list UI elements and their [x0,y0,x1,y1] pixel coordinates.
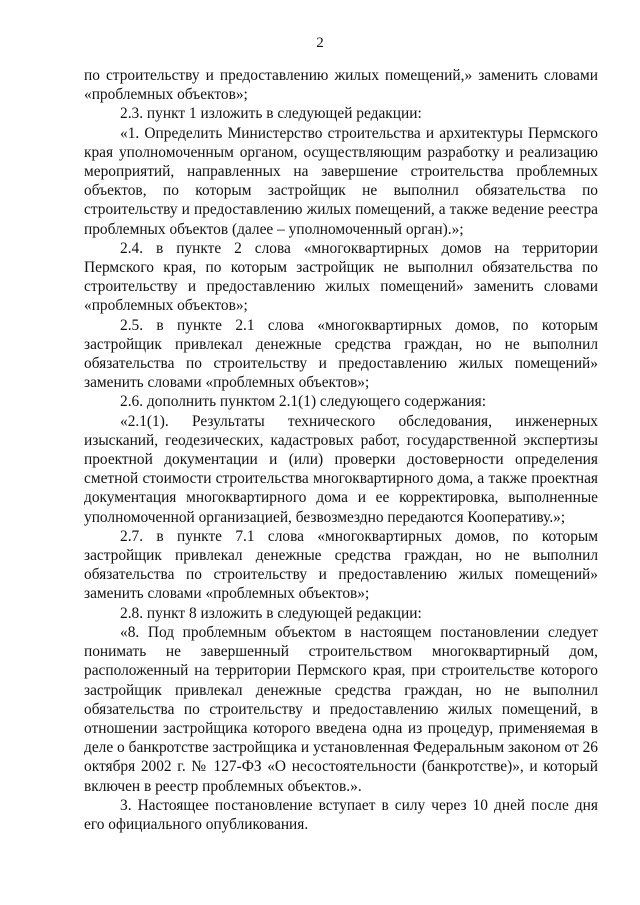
paragraph-quote-8: «8. Под проблемным объектом в настоящем постановлении следует понимать не завершенный строительством многоквартирный дом, расположенный на территории Пермского края, при строительстве которого застройщик привлекал денежные средства граждан, но не выполнил обязательства по строительству и предоставлению жилых помещений, в отношении застройщика которого введена одна из процедур, применяемая в деле о банкротстве застройщика и установленная Федеральным законом от 26 октября 2002 г. № 127-ФЗ «О несостоятельности (банкротстве)», и который включен в реестр проблемных объектов.». [84,623,598,795]
paragraph-2-7: 2.7. в пункте 7.1 слова «многоквартирных домов, по которым застройщик привлекал денежные средства граждан, но не выполнил обязательства по строительству и предоставлению жилых помещений» заменить словами «проблемных объектов»; [84,527,598,603]
document-body [84,66,598,834]
paragraph-quote-1: «1. Определить Министерство строительства и архитектуры Пермского края уполномоченным органом, осуществляющим разработку и реализацию мероприятий, направленных на завершение строительства проблемных объектов, по которым застройщик не выполнил обязательства по строительству и предоставлению жилых помещений, а также ведение реестра проблемных объектов (далее – уполномоченный орган).»; [84,124,598,238]
page-number: 2 [316,35,324,51]
paragraph-2-3: 2.3. пункт 1 изложить в следующей редакции: [120,105,422,123]
paragraph-2-5: 2.5. в пункте 2.1 слова «многоквартирных домов, по которым застройщик привлекал денежные средства граждан, но не выполнил обязательства по строительству и предоставлению жилых помещений» заменить словами «проблемных объектов»; [84,316,598,392]
paragraph-2-4: 2.4. в пункте 2 слова «многоквартирных домов на территории Пермского края, по которым застройщик не выполнил обязательства по строительству и предоставлению жилых помещений» заменить словами «проблемных объектов»; [84,239,598,315]
paragraph-continuation: по строительству и предоставлению жилых помещений,» заменить словами «проблемных объектов»; [84,67,598,104]
paragraph-3: 3. Настоящее постановление вступает в силу через 10 дней после дня его официального опубликования. [84,796,598,833]
paragraph-2-8: 2.8. пункт 8 изложить в следующей редакции: [120,604,422,622]
paragraph-2-6: 2.6. дополнить пунктом 2.1(1) следующего содержания: [120,393,486,411]
paragraph-quote-2-1-1: «2.1(1). Результаты технического обследования, инженерных изысканий, геодезических, кадастровых работ, государственной экспертизы проектной документации и (или) проверки достоверности определения сметной стоимости строительства многоквартирного дома, а также проектная документация многоквартирного дома и ее корректировка, выполненные уполномоченной организацией, безвозмездно передаются Кооперативу.»; [84,412,598,526]
